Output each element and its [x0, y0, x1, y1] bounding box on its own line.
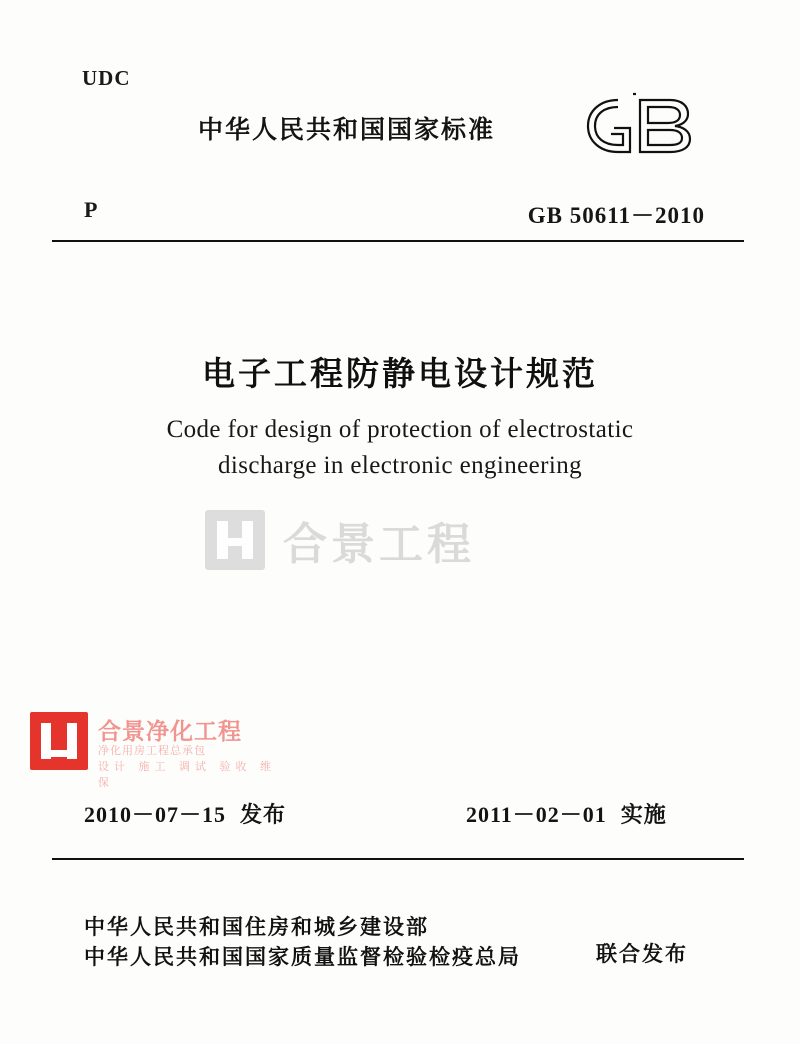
- title-english-line-2: discharge in electronic engineering: [217, 452, 583, 480]
- issue-date-label: 发布: [240, 803, 287, 828]
- watermark-red-logo-icon: [30, 712, 88, 770]
- page-title-english: [0, 412, 800, 485]
- effective-date-label: 实施: [620, 803, 667, 828]
- watermark-logo-icon: [205, 510, 265, 570]
- effective-date: [466, 798, 667, 829]
- divider-top: [52, 240, 744, 242]
- effective-date-value: 2011－02－01: [466, 802, 607, 827]
- publisher-block: [84, 912, 596, 973]
- page-title: 电子工程防静电设计规范: [202, 354, 598, 393]
- watermark-red-sub-text-2: 设计 施工 调试 验收 维保: [98, 760, 276, 789]
- standard-number: GB 50611－2010: [527, 203, 705, 228]
- title-english-line-1: Code for design of protection of electrostatic: [166, 416, 634, 443]
- watermark-red: [30, 700, 290, 790]
- watermark-red-main-text: 合景净化工程: [98, 719, 242, 745]
- publisher-line-2: 中华人民共和国国家质量监督检验检疫总局: [84, 945, 521, 970]
- issue-date: [84, 798, 286, 829]
- joint-issue-label: 联合发布: [596, 942, 688, 966]
- udc-label: UDC: [82, 66, 131, 90]
- gb-logo-icon: [578, 90, 703, 162]
- watermark-center: [205, 505, 605, 575]
- national-standard-heading: 中华人民共和国国家标准: [198, 115, 496, 144]
- watermark-red-sub-text-1: 净化用房工程总承包: [98, 744, 206, 757]
- watermark-center-text: 合景工程: [283, 519, 475, 570]
- classification-code: P: [84, 197, 98, 222]
- issue-date-value: 2010－07－15: [84, 802, 227, 827]
- divider-bottom: [52, 858, 744, 860]
- publisher-line-1: 中华人民共和国住房和城乡建设部: [84, 915, 429, 939]
